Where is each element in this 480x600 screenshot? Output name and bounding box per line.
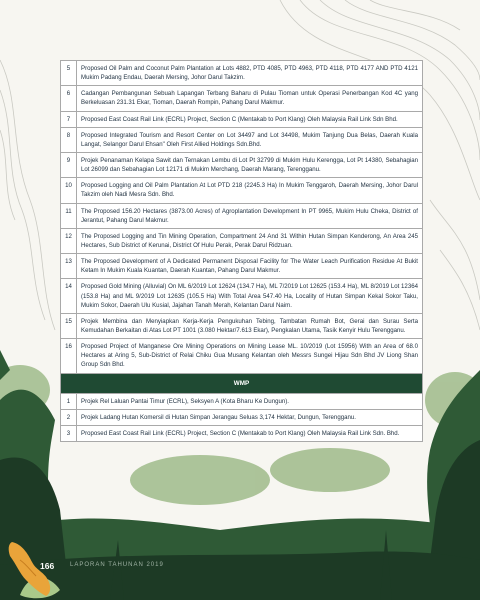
project-description: Proposed Project of Manganese Ore Mining Operations on Mining Lease ML. 10/2019 (Lot 15956) With an Area of 68.0 Hectares at Aring 5, Sub-District of Relai Chiku Gua Musang Kelantan oleh Messrs Sungei Hijau Sdn Bhd JV Liong Shan Group Sdn Bhd. — [77, 339, 423, 373]
report-title: LAPORAN TAHUNAN 2019 — [70, 562, 164, 568]
project-description: The Proposed 156.20 Hectares (3873.00 Acres) of Agroplantation Development In PT 9965, Mukim Hulu Cheka, District of Jerantut, Pahang Darul Makmur. — [77, 203, 423, 228]
row-number: 11 — [61, 203, 77, 228]
row-number: 10 — [61, 178, 77, 203]
project-description: Projek Membina dan Menyiapkan Kerja-Kerja Pengukuhan Tebing, Tambatan Rumah Bot, Gerai dan Surau Serta Kemudahan Berkaitan di Atas Lot PT 1001 (3.080 Hektar/7.613 Ekar), Pengkalan Utama, Tasik Kenyir Hulu Terengganu. — [77, 313, 423, 338]
project-description: Projek Ladang Hutan Komersil di Hutan Simpan Jerangau Seluas 3,174 Hektar, Dungun, Terengganu. — [77, 410, 423, 426]
project-description: Proposed Oil Palm and Coconut Palm Plantation at Lots 4882, PTD 4085, PTD 4963, PTD 4118, PTD 4177 AND PTD 4121 Mukim Padang Endau, Daerah Mersing, Johor Darul Takzim. — [77, 61, 423, 86]
project-description: Proposed Gold Mining (Alluvial) On ML 6/2019 Lot 12624 (134.7 Ha), ML 7/2019 Lot 12625 (153.4 Ha), ML 8/2019 Lot 12364 (153.8 Ha) and ML 9/2019 Lot 12635 (105.5 Ha) With Total Area 547.40 Ha, Locality of Hutan Simpan Kekal Sokor Taku, Mukim Sokor, Daerah Ulu Kusial, Jajahan Tanah Merah, Kelantan Darul Naim. — [77, 279, 423, 313]
row-number: 13 — [61, 254, 77, 279]
table-row — [61, 86, 423, 111]
row-number: 16 — [61, 339, 77, 373]
table-row — [61, 127, 423, 152]
table-row — [61, 61, 423, 86]
project-description: The Proposed Development of A Dedicated Permanent Disposal Facility for The Water Leach Purification Residue At Bukit Ketam In Mukim Kuala Kuantan, Daerah Kuantan, Pahang Darul Makmur. — [77, 254, 423, 279]
row-number: 6 — [61, 86, 77, 111]
table-row — [61, 410, 423, 426]
table-row — [61, 393, 423, 409]
section-header-row — [61, 373, 423, 393]
table-row — [61, 228, 423, 253]
project-description: The Proposed Logging and Tin Mining Operation, Compartment 24 And 31 Within Hutan Simpan Kenderong, An Area 245 Hectares, Sub District of Kerunai, District Of Hulu Perak, Perak Darul Ridzuan. — [77, 228, 423, 253]
project-description: Proposed East Coast Rail Link (ECRL) Project, Section C (Mentakab to Port Klang) Oleh Malaysia Rail Link Sdn Bhd. — [77, 111, 423, 127]
row-number: 15 — [61, 313, 77, 338]
row-number: 8 — [61, 127, 77, 152]
row-number: 3 — [61, 426, 77, 442]
table-row — [61, 254, 423, 279]
row-number: 1 — [61, 393, 77, 409]
table-row — [61, 339, 423, 373]
project-description: Projek Rel Laluan Pantai Timur (ECRL), Seksyen A (Kota Bharu Ke Dungun). — [77, 393, 423, 409]
project-description: Cadangan Pembangunan Sebuah Lapangan Terbang Baharu di Pulau Tioman untuk Operasi Penerbangan Kod 4C yang Berkeluasan 231.31 Ekar, Tioman, Daerah Rompin, Pahang Darul Makmur. — [77, 86, 423, 111]
project-description: Proposed East Coast Rail Link (ECRL) Project, Section C (Mentakab to Port Klang) Oleh Malaysia Rail Link Sdn. Bhd. — [77, 426, 423, 442]
project-description: Proposed Logging and Oil Palm Plantation At Lot PTD 218 (2245.3 Ha) In Mukim Tenggaroh, Daerah Mersing, Johor Darul Takzim oleh Nadi Mesra Sdn. Bhd. — [77, 178, 423, 203]
row-number: 14 — [61, 279, 77, 313]
project-description: Projek Penanaman Kelapa Sawit dan Ternakan Lembu di Lot Pt 32799 di Mukim Hulu Kerengga, Lot Pt 14380, Sebahagian Lot 26099 dan Sebahagian Lot 12171 di Mukim Merchang, Daerah Marang, Terengganu. — [77, 152, 423, 177]
table-row — [61, 111, 423, 127]
table-row — [61, 313, 423, 338]
table-row — [61, 279, 423, 313]
row-number: 2 — [61, 410, 77, 426]
section-heading: WMP — [61, 373, 423, 393]
projects-table — [60, 60, 423, 442]
project-description: Proposed Integrated Tourism and Resort Center on Lot 34497 and Lot 34498, Mukim Tanjung Dua Belas, Daerah Kuala Langat, Selangor Darul Ehsan" Oleh First Allied Holdings Sdn.Bhd. — [77, 127, 423, 152]
table-row — [61, 152, 423, 177]
projects-table-body — [61, 61, 423, 442]
row-number: 7 — [61, 111, 77, 127]
row-number: 9 — [61, 152, 77, 177]
page-number: 166 — [40, 561, 55, 571]
row-number: 12 — [61, 228, 77, 253]
table-row — [61, 203, 423, 228]
table-row — [61, 426, 423, 442]
table-row — [61, 178, 423, 203]
row-number: 5 — [61, 61, 77, 86]
